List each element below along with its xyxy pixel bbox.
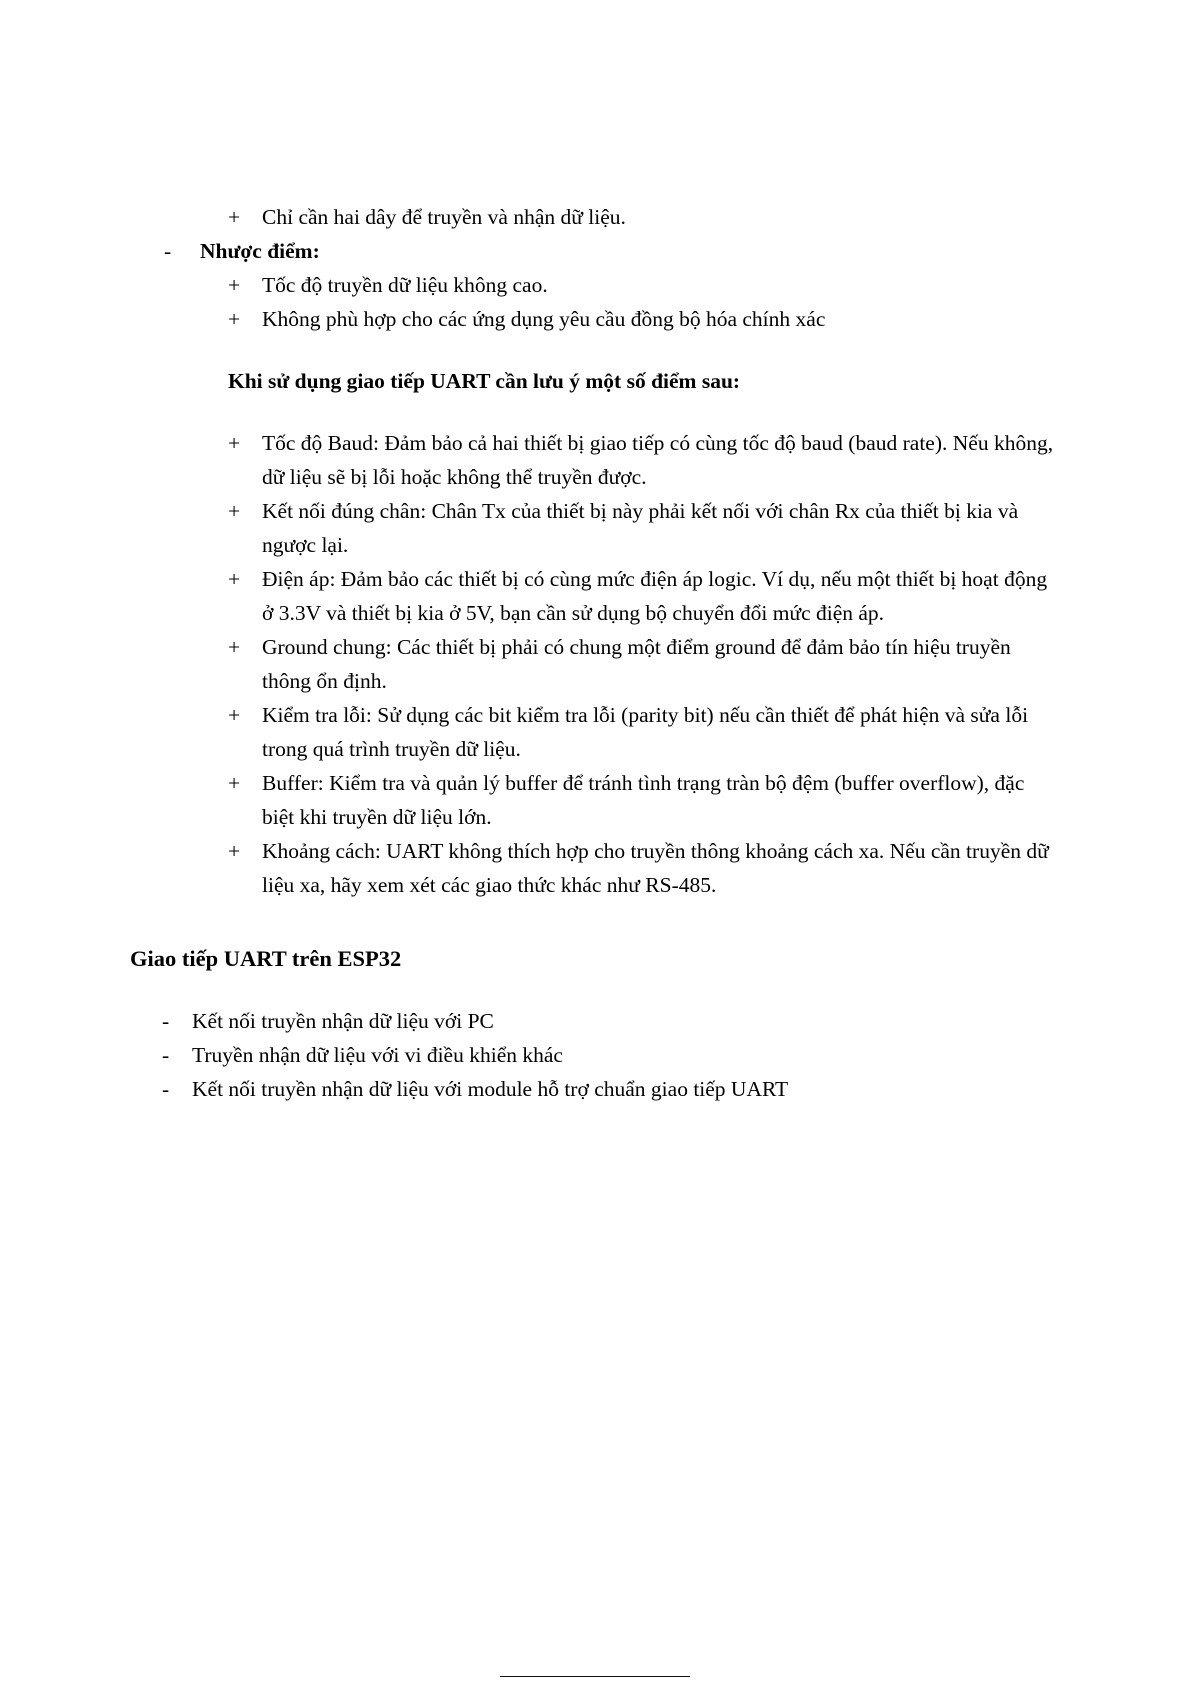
list-marker: + — [228, 499, 241, 523]
list-item — [130, 200, 1060, 234]
list-item-text: Kết nối đúng chân: Chân Tx của thiết bị này phải kết nối với chân Rx của thiết bị kia và ngược lại. — [262, 499, 1019, 557]
list-item — [130, 426, 1060, 494]
list-item-text: Tốc độ truyền dữ liệu không cao. — [262, 273, 548, 297]
list-marker: + — [228, 771, 241, 795]
spacer — [130, 398, 1060, 426]
list-marker: - — [162, 1009, 170, 1033]
list-marker: + — [228, 839, 241, 863]
list-item-text: Truyền nhận dữ liệu với vi điều khiển khác — [192, 1043, 563, 1067]
list-item — [130, 1004, 1060, 1038]
list-item-text: Buffer: Kiểm tra và quản lý buffer để tránh tình trạng tràn bộ đệm (buffer overflow), đặc biệt khi truyền dữ liệu lớn. — [262, 771, 1025, 829]
list-marker: + — [228, 431, 241, 455]
list-marker: - — [162, 1043, 170, 1067]
list-item-text: Kết nối truyền nhận dữ liệu với PC — [192, 1009, 494, 1033]
list-marker: + — [228, 567, 241, 591]
list-item-text: Tốc độ Baud: Đảm bảo cả hai thiết bị giao tiếp có cùng tốc độ baud (baud rate). Nếu không, dữ liệu sẽ bị lỗi hoặc không thể truyền được. — [262, 431, 1054, 489]
list-item — [130, 562, 1060, 630]
list-item — [130, 766, 1060, 834]
list-item — [130, 494, 1060, 562]
notes-heading: Khi sử dụng giao tiếp UART cần lưu ý một số điểm sau: — [228, 369, 741, 393]
spacer — [130, 976, 1060, 1004]
list-item-text: Kiểm tra lỗi: Sử dụng các bit kiểm tra lỗi (parity bit) nếu cần thiết để phát hiện và sửa lỗi trong quá trình truyền dữ liệu. — [262, 703, 1029, 761]
spacer — [130, 902, 1060, 942]
list-item-text: Kết nối truyền nhận dữ liệu với module hỗ trợ chuẩn giao tiếp UART — [192, 1077, 789, 1101]
disadvantages-label: Nhược điểm: — [200, 239, 320, 263]
list-marker: + — [228, 635, 241, 659]
list-item — [130, 1072, 1060, 1106]
list-item — [130, 698, 1060, 766]
list-item-text: Khoảng cách: UART không thích hợp cho truyền thông khoảng cách xa. Nếu cần truyền dữ liệu xa, hãy xem xét các giao thức khác như RS-485. — [262, 839, 1049, 897]
spacer — [130, 336, 1060, 364]
list-item-text: Chỉ cần hai dây để truyền và nhận dữ liệu. — [262, 205, 626, 229]
document-body — [130, 200, 1060, 1106]
list-marker: - — [162, 1077, 170, 1101]
list-item-text: Ground chung: Các thiết bị phải có chung một điểm ground để đảm bảo tín hiệu truyền thông ổn định. — [262, 635, 1011, 693]
list-marker: + — [228, 273, 241, 297]
list-item — [130, 834, 1060, 902]
list-marker: - — [164, 239, 172, 263]
list-marker: + — [228, 307, 241, 331]
list-item — [130, 630, 1060, 698]
list-item — [130, 1038, 1060, 1072]
list-item — [130, 268, 1060, 302]
footer-divider — [500, 1676, 690, 1677]
list-item-text: Điện áp: Đảm bảo các thiết bị có cùng mức điện áp logic. Ví dụ, nếu một thiết bị hoạt động ở 3.3V và thiết bị kia ở 5V, bạn cần sử dụng bộ chuyển đổi mức điện áp. — [262, 567, 1048, 625]
esp32-heading: Giao tiếp UART trên ESP32 — [130, 946, 402, 971]
disadvantages-heading-row — [130, 234, 1060, 268]
list-marker: + — [228, 703, 241, 727]
list-item-text: Không phù hợp cho các ứng dụng yêu cầu đồng bộ hóa chính xác — [262, 307, 826, 331]
list-marker: + — [228, 205, 241, 229]
list-item — [130, 302, 1060, 336]
